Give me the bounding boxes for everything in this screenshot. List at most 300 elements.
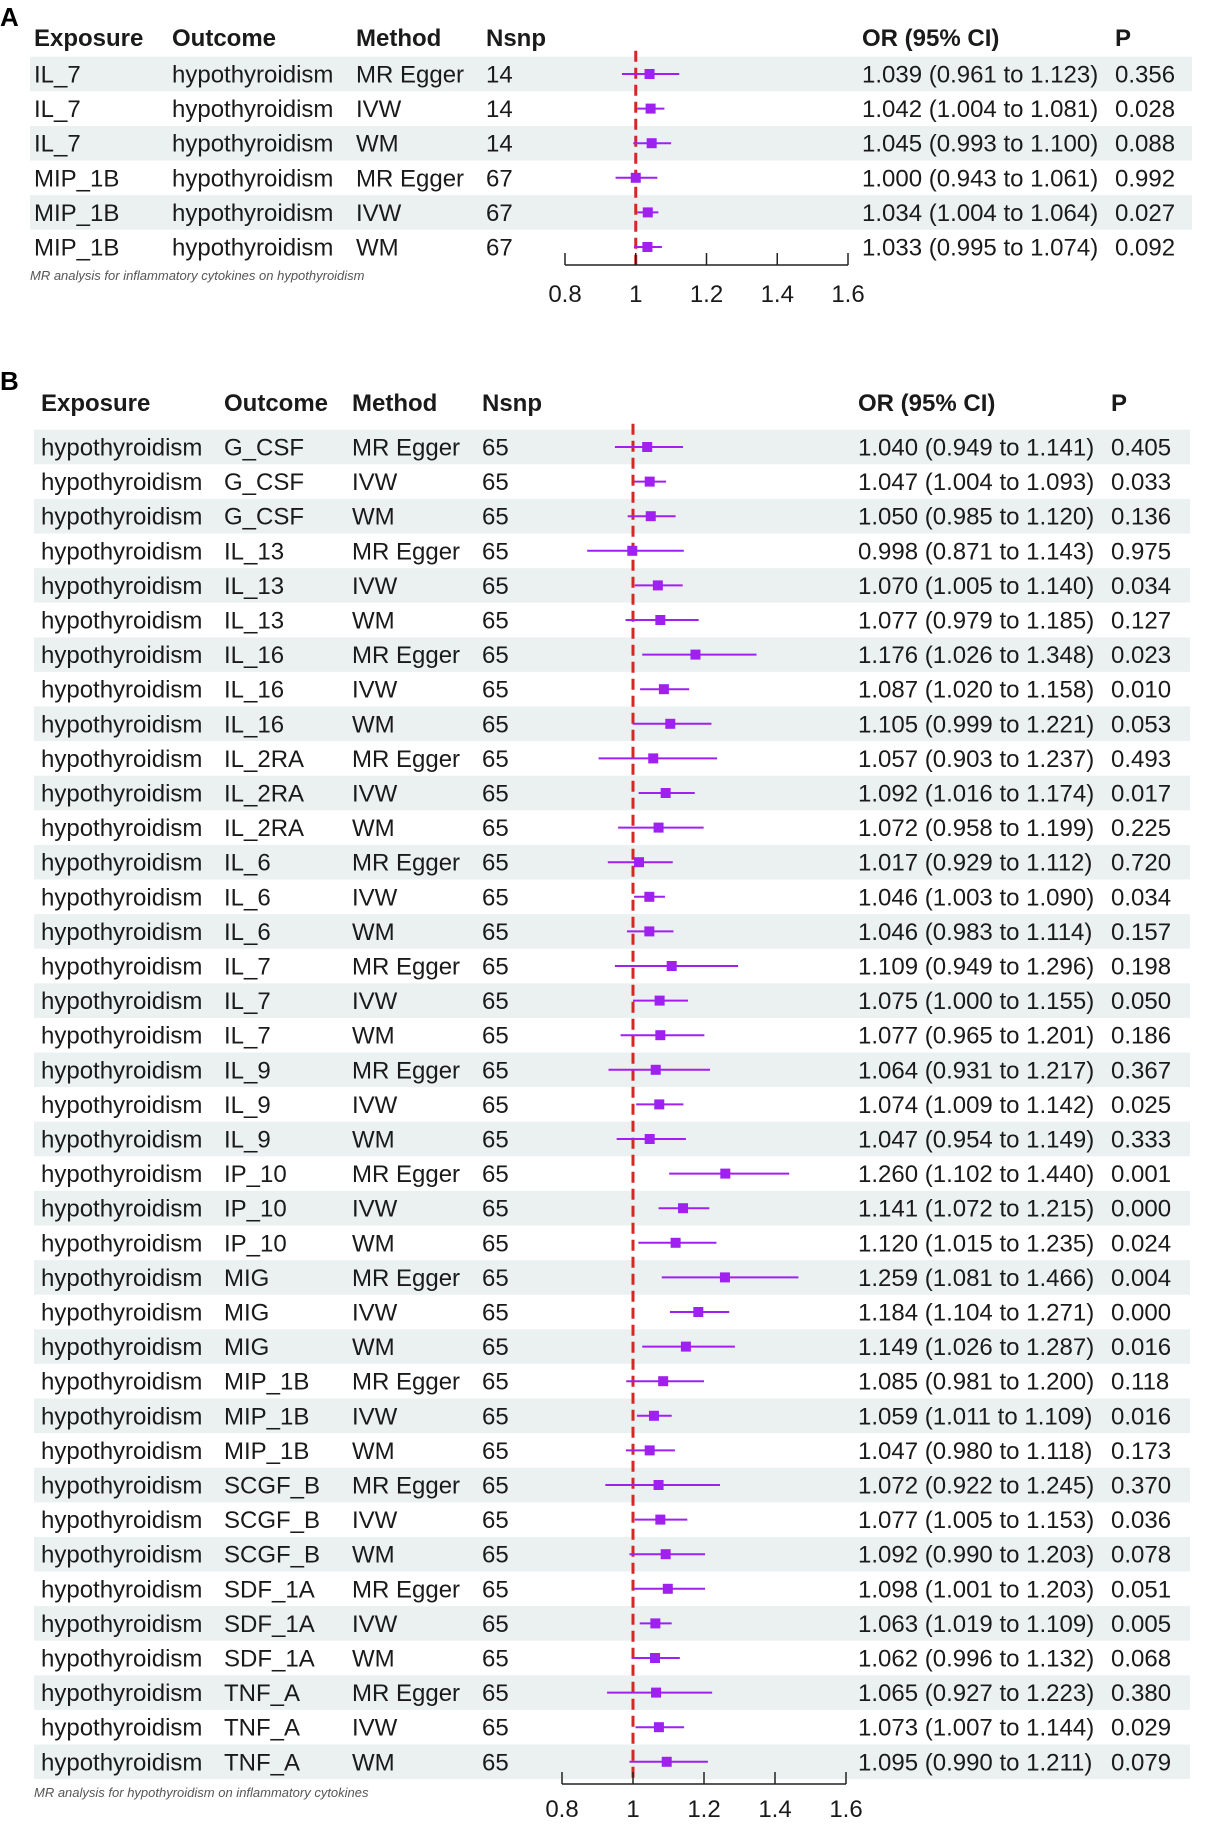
column-header: Nsnp xyxy=(482,390,542,417)
point-estimate xyxy=(671,1238,681,1248)
outcome-cell: G_CSF xyxy=(224,469,305,497)
outcome-cell: IL_13 xyxy=(224,572,285,600)
outcome-cell: MIP_1B xyxy=(224,1403,310,1431)
panel-label: B xyxy=(0,366,19,396)
p-value-cell: 0.356 xyxy=(1115,61,1176,89)
outcome-cell: SDF_1A xyxy=(224,1610,315,1638)
or-ci-cell: 1.039 (0.961 to 1.123) xyxy=(862,61,1099,89)
outcome-cell: IL_2RA xyxy=(224,745,305,773)
exposure-cell: hypothyroidism xyxy=(41,1749,203,1777)
or-ci-cell: 1.149 (1.026 to 1.287) xyxy=(858,1334,1095,1362)
outcome-cell: hypothyroidism xyxy=(172,96,334,124)
method-cell: IVW xyxy=(352,1714,398,1742)
outcome-cell: SCGF_B xyxy=(224,1472,321,1500)
p-value-cell: 0.010 xyxy=(1111,676,1172,704)
nsnp-cell: 65 xyxy=(482,711,509,739)
exposure-cell: MIP_1B xyxy=(34,165,120,193)
nsnp-cell: 65 xyxy=(482,1749,509,1777)
nsnp-cell: 65 xyxy=(482,1472,509,1500)
method-cell: WM xyxy=(352,1334,395,1362)
method-cell: IVW xyxy=(352,1507,398,1535)
exposure-cell: MIP_1B xyxy=(34,199,120,227)
exposure-cell: hypothyroidism xyxy=(41,1091,203,1119)
exposure-cell: hypothyroidism xyxy=(41,1334,203,1362)
outcome-cell: G_CSF xyxy=(224,434,305,462)
exposure-cell: IL_7 xyxy=(34,96,81,124)
method-cell: MR Egger xyxy=(352,538,461,566)
nsnp-cell: 65 xyxy=(482,503,509,531)
p-value-cell: 0.173 xyxy=(1111,1437,1172,1465)
exposure-cell: hypothyroidism xyxy=(41,1645,203,1673)
nsnp-cell: 65 xyxy=(482,1437,509,1465)
exposure-cell: hypothyroidism xyxy=(41,780,203,808)
outcome-cell: G_CSF xyxy=(224,503,305,531)
method-cell: WM xyxy=(352,1022,395,1050)
or-ci-cell: 1.184 (1.104 to 1.271) xyxy=(858,1299,1095,1327)
outcome-cell: IL_6 xyxy=(224,849,271,877)
or-ci-cell: 1.033 (0.995 to 1.074) xyxy=(862,234,1099,262)
column-header: Exposure xyxy=(41,390,151,417)
point-estimate xyxy=(643,207,653,217)
or-ci-cell: 1.040 (0.949 to 1.141) xyxy=(858,434,1095,462)
nsnp-cell: 65 xyxy=(482,745,509,773)
method-cell: IVW xyxy=(356,96,402,124)
or-ci-cell: 1.042 (1.004 to 1.081) xyxy=(862,96,1099,124)
p-value-cell: 0.370 xyxy=(1111,1472,1172,1500)
nsnp-cell: 65 xyxy=(482,1368,509,1396)
exposure-cell: hypothyroidism xyxy=(41,1195,203,1223)
or-ci-cell: 1.065 (0.927 to 1.223) xyxy=(858,1680,1095,1708)
x-tick-label: 1 xyxy=(626,1796,640,1823)
p-value-cell: 0.034 xyxy=(1111,884,1172,912)
outcome-cell: IP_10 xyxy=(224,1161,287,1189)
point-estimate xyxy=(681,1342,691,1352)
or-ci-cell: 1.047 (0.980 to 1.118) xyxy=(858,1437,1093,1465)
point-estimate xyxy=(627,546,637,556)
point-estimate xyxy=(654,1480,664,1490)
outcome-cell: MIG xyxy=(224,1264,270,1292)
or-ci-cell: 1.062 (0.996 to 1.132) xyxy=(858,1645,1095,1673)
point-estimate xyxy=(720,1272,730,1282)
point-estimate xyxy=(661,1549,671,1559)
exposure-cell: hypothyroidism xyxy=(41,1472,203,1500)
point-estimate xyxy=(653,580,663,590)
column-header: P xyxy=(1111,390,1128,417)
outcome-cell: IL_16 xyxy=(224,642,285,670)
point-estimate xyxy=(655,1030,665,1040)
nsnp-cell: 65 xyxy=(482,676,509,704)
p-value-cell: 0.118 xyxy=(1111,1368,1170,1396)
exposure-cell: IL_7 xyxy=(34,61,81,89)
point-estimate xyxy=(655,1515,665,1525)
exposure-cell: hypothyroidism xyxy=(41,918,203,946)
exposure-cell: hypothyroidism xyxy=(41,711,203,739)
method-cell: IVW xyxy=(352,1195,398,1223)
exposure-cell: hypothyroidism xyxy=(41,1368,203,1396)
method-cell: WM xyxy=(352,1437,395,1465)
p-value-cell: 0.367 xyxy=(1111,1057,1172,1085)
p-value-cell: 0.992 xyxy=(1115,165,1176,193)
point-estimate xyxy=(631,173,641,183)
or-ci-cell: 1.050 (0.985 to 1.120) xyxy=(858,503,1095,531)
method-cell: WM xyxy=(352,1749,395,1777)
column-header: Method xyxy=(356,25,442,52)
nsnp-cell: 65 xyxy=(482,953,509,981)
or-ci-cell: 1.120 (1.015 to 1.235) xyxy=(858,1230,1095,1258)
or-ci-cell: 1.057 (0.903 to 1.237) xyxy=(858,745,1095,773)
exposure-cell: hypothyroidism xyxy=(41,1126,203,1154)
nsnp-cell: 65 xyxy=(482,469,509,497)
or-ci-cell: 1.070 (1.005 to 1.140) xyxy=(858,572,1095,600)
p-value-cell: 0.029 xyxy=(1111,1714,1172,1742)
method-cell: MR Egger xyxy=(352,434,461,462)
or-ci-cell: 1.064 (0.931 to 1.217) xyxy=(858,1057,1095,1085)
method-cell: WM xyxy=(352,815,395,843)
p-value-cell: 0.127 xyxy=(1111,607,1172,635)
exposure-cell: hypothyroidism xyxy=(41,1507,203,1535)
nsnp-cell: 65 xyxy=(482,1645,509,1673)
point-estimate xyxy=(655,996,665,1006)
nsnp-cell: 67 xyxy=(486,165,513,193)
point-estimate xyxy=(654,1099,664,1109)
method-cell: WM xyxy=(356,130,399,158)
p-value-cell: 0.092 xyxy=(1115,234,1176,262)
or-ci-cell: 1.095 (0.990 to 1.211) xyxy=(858,1749,1093,1777)
nsnp-cell: 65 xyxy=(482,1091,509,1119)
outcome-cell: IL_16 xyxy=(224,676,285,704)
or-ci-cell: 1.072 (0.958 to 1.199) xyxy=(858,815,1095,843)
method-cell: IVW xyxy=(352,1610,398,1638)
nsnp-cell: 65 xyxy=(482,1264,509,1292)
point-estimate xyxy=(662,1757,672,1767)
exposure-cell: hypothyroidism xyxy=(41,1714,203,1742)
or-ci-cell: 1.073 (1.007 to 1.144) xyxy=(858,1714,1095,1742)
p-value-cell: 0.157 xyxy=(1111,918,1172,946)
p-value-cell: 0.028 xyxy=(1115,96,1176,124)
point-estimate xyxy=(720,1169,730,1179)
or-ci-cell: 1.034 (1.004 to 1.064) xyxy=(862,199,1099,227)
nsnp-cell: 65 xyxy=(482,918,509,946)
or-ci-cell: 1.141 (1.072 to 1.215) xyxy=(858,1195,1095,1223)
or-ci-cell: 1.176 (1.026 to 1.348) xyxy=(858,642,1095,670)
x-tick-label: 1.6 xyxy=(829,1796,863,1823)
method-cell: MR Egger xyxy=(352,1264,461,1292)
x-tick-label: 1.6 xyxy=(831,281,865,308)
outcome-cell: TNF_A xyxy=(224,1749,301,1777)
point-estimate xyxy=(659,684,669,694)
point-estimate xyxy=(647,138,657,148)
method-cell: MR Egger xyxy=(352,953,461,981)
nsnp-cell: 65 xyxy=(482,572,509,600)
p-value-cell: 0.023 xyxy=(1111,642,1172,670)
or-ci-cell: 1.109 (0.949 to 1.296) xyxy=(858,953,1095,981)
method-cell: WM xyxy=(352,711,395,739)
or-ci-cell: 1.105 (0.999 to 1.221) xyxy=(858,711,1095,739)
nsnp-cell: 65 xyxy=(482,538,509,566)
exposure-cell: hypothyroidism xyxy=(41,434,203,462)
outcome-cell: MIP_1B xyxy=(224,1437,310,1465)
nsnp-cell: 65 xyxy=(482,1680,509,1708)
outcome-cell: hypothyroidism xyxy=(172,61,334,89)
nsnp-cell: 65 xyxy=(482,1610,509,1638)
nsnp-cell: 65 xyxy=(482,1161,509,1189)
x-tick-label: 0.8 xyxy=(548,281,582,308)
point-estimate xyxy=(646,104,656,114)
exposure-cell: hypothyroidism xyxy=(41,1022,203,1050)
outcome-cell: IL_13 xyxy=(224,607,285,635)
or-ci-cell: 1.017 (0.929 to 1.112) xyxy=(858,849,1093,877)
outcome-cell: IL_7 xyxy=(224,988,271,1016)
nsnp-cell: 65 xyxy=(482,1576,509,1604)
point-estimate xyxy=(658,1376,668,1386)
method-cell: WM xyxy=(352,503,395,531)
or-ci-cell: 1.075 (1.000 to 1.155) xyxy=(858,988,1095,1016)
nsnp-cell: 65 xyxy=(482,607,509,635)
method-cell: IVW xyxy=(352,1403,398,1431)
p-value-cell: 0.186 xyxy=(1111,1022,1172,1050)
point-estimate xyxy=(654,1722,664,1732)
column-header: Outcome xyxy=(172,25,277,52)
outcome-cell: SDF_1A xyxy=(224,1645,315,1673)
nsnp-cell: 65 xyxy=(482,1126,509,1154)
p-value-cell: 0.975 xyxy=(1111,538,1172,566)
outcome-cell: MIP_1B xyxy=(224,1368,310,1396)
p-value-cell: 0.405 xyxy=(1111,434,1172,462)
p-value-cell: 0.088 xyxy=(1115,130,1176,158)
method-cell: MR Egger xyxy=(352,1576,461,1604)
outcome-cell: SDF_1A xyxy=(224,1576,315,1604)
method-cell: IVW xyxy=(352,469,398,497)
or-ci-cell: 0.998 (0.871 to 1.143) xyxy=(858,538,1095,566)
exposure-cell: hypothyroidism xyxy=(41,1299,203,1327)
panel-label: A xyxy=(0,2,19,32)
x-tick-label: 1 xyxy=(629,281,643,308)
p-value-cell: 0.078 xyxy=(1111,1541,1172,1569)
point-estimate xyxy=(667,961,677,971)
method-cell: IVW xyxy=(352,1299,398,1327)
nsnp-cell: 65 xyxy=(482,1714,509,1742)
or-ci-cell: 1.047 (1.004 to 1.093) xyxy=(858,469,1095,497)
exposure-cell: hypothyroidism xyxy=(41,469,203,497)
x-tick-label: 1.2 xyxy=(689,281,724,308)
outcome-cell: hypothyroidism xyxy=(172,130,334,158)
or-ci-cell: 1.074 (1.009 to 1.142) xyxy=(858,1091,1095,1119)
method-cell: WM xyxy=(356,234,399,262)
nsnp-cell: 65 xyxy=(482,988,509,1016)
p-value-cell: 0.051 xyxy=(1111,1576,1172,1604)
method-cell: MR Egger xyxy=(352,1472,461,1500)
p-value-cell: 0.036 xyxy=(1111,1507,1172,1535)
outcome-cell: SCGF_B xyxy=(224,1541,321,1569)
column-header: P xyxy=(1115,25,1132,52)
outcome-cell: TNF_A xyxy=(224,1714,301,1742)
or-ci-cell: 1.077 (0.979 to 1.185) xyxy=(858,607,1095,635)
or-ci-cell: 1.072 (0.922 to 1.245) xyxy=(858,1472,1095,1500)
method-cell: IVW xyxy=(352,676,398,704)
column-header: Outcome xyxy=(224,390,329,417)
or-ci-cell: 1.259 (1.081 to 1.466) xyxy=(858,1264,1095,1292)
p-value-cell: 0.000 xyxy=(1111,1195,1172,1223)
point-estimate xyxy=(645,1445,655,1455)
outcome-cell: MIG xyxy=(224,1334,270,1362)
method-cell: MR Egger xyxy=(352,1057,461,1085)
outcome-cell: IL_7 xyxy=(224,953,271,981)
point-estimate xyxy=(644,926,654,936)
exposure-cell: hypothyroidism xyxy=(41,1437,203,1465)
p-value-cell: 0.024 xyxy=(1111,1230,1172,1258)
exposure-cell: hypothyroidism xyxy=(41,1230,203,1258)
method-cell: MR Egger xyxy=(352,1680,461,1708)
outcome-cell: IL_9 xyxy=(224,1057,271,1085)
exposure-cell: MIP_1B xyxy=(34,234,120,262)
nsnp-cell: 67 xyxy=(486,199,513,227)
p-value-cell: 0.017 xyxy=(1111,780,1172,808)
p-value-cell: 0.493 xyxy=(1111,745,1172,773)
column-header: Method xyxy=(352,390,438,417)
outcome-cell: IL_9 xyxy=(224,1091,271,1119)
nsnp-cell: 65 xyxy=(482,815,509,843)
point-estimate xyxy=(642,242,652,252)
panel-b xyxy=(0,366,1190,1823)
exposure-cell: hypothyroidism xyxy=(41,642,203,670)
p-value-cell: 0.068 xyxy=(1111,1645,1172,1673)
p-value-cell: 0.720 xyxy=(1111,849,1172,877)
nsnp-cell: 65 xyxy=(482,1022,509,1050)
point-estimate xyxy=(690,650,700,660)
or-ci-cell: 1.046 (1.003 to 1.090) xyxy=(858,884,1095,912)
point-estimate xyxy=(663,1584,673,1594)
point-estimate xyxy=(654,823,664,833)
method-cell: IVW xyxy=(356,199,402,227)
p-value-cell: 0.001 xyxy=(1111,1161,1172,1189)
x-tick-label: 1.2 xyxy=(687,1796,721,1823)
or-ci-cell: 1.059 (1.011 to 1.109) xyxy=(858,1403,1093,1431)
method-cell: MR Egger xyxy=(352,1161,461,1189)
outcome-cell: IL_13 xyxy=(224,538,285,566)
method-cell: MR Egger xyxy=(352,1368,461,1396)
x-tick-label: 1.4 xyxy=(760,281,794,308)
exposure-cell: hypothyroidism xyxy=(41,815,203,843)
panel-caption: MR analysis for hypothyroidism on inflammatory cytokines xyxy=(34,1785,369,1800)
outcome-cell: IL_2RA xyxy=(224,815,305,843)
method-cell: MR Egger xyxy=(352,642,461,670)
exposure-cell: hypothyroidism xyxy=(41,953,203,981)
or-ci-cell: 1.092 (0.990 to 1.203) xyxy=(858,1541,1095,1569)
or-ci-cell: 1.000 (0.943 to 1.061) xyxy=(862,165,1099,193)
x-tick-label: 1.4 xyxy=(758,1796,792,1823)
nsnp-cell: 65 xyxy=(482,1230,509,1258)
exposure-cell: hypothyroidism xyxy=(41,1161,203,1189)
or-ci-cell: 1.046 (0.983 to 1.114) xyxy=(858,918,1093,946)
or-ci-cell: 1.047 (0.954 to 1.149) xyxy=(858,1126,1095,1154)
method-cell: WM xyxy=(352,918,395,946)
exposure-cell: hypothyroidism xyxy=(41,1576,203,1604)
point-estimate xyxy=(651,1688,661,1698)
method-cell: WM xyxy=(352,1126,395,1154)
method-cell: WM xyxy=(352,1541,395,1569)
point-estimate xyxy=(678,1203,688,1213)
exposure-cell: hypothyroidism xyxy=(41,503,203,531)
p-value-cell: 0.016 xyxy=(1111,1334,1172,1362)
nsnp-cell: 14 xyxy=(486,96,513,124)
nsnp-cell: 65 xyxy=(482,1541,509,1569)
p-value-cell: 0.053 xyxy=(1111,711,1172,739)
method-cell: IVW xyxy=(352,884,398,912)
outcome-cell: hypothyroidism xyxy=(172,234,334,262)
p-value-cell: 0.004 xyxy=(1111,1264,1172,1292)
or-ci-cell: 1.063 (1.019 to 1.109) xyxy=(858,1610,1095,1638)
nsnp-cell: 67 xyxy=(486,234,513,262)
exposure-cell: hypothyroidism xyxy=(41,538,203,566)
p-value-cell: 0.034 xyxy=(1111,572,1172,600)
column-header: OR (95% CI) xyxy=(862,25,1000,52)
nsnp-cell: 65 xyxy=(482,1299,509,1327)
exposure-cell: hypothyroidism xyxy=(41,1264,203,1292)
method-cell: IVW xyxy=(352,780,398,808)
point-estimate xyxy=(649,1411,659,1421)
point-estimate xyxy=(646,511,656,521)
point-estimate xyxy=(645,1134,655,1144)
exposure-cell: hypothyroidism xyxy=(41,572,203,600)
exposure-cell: hypothyroidism xyxy=(41,849,203,877)
p-value-cell: 0.000 xyxy=(1111,1299,1172,1327)
or-ci-cell: 1.098 (1.001 to 1.203) xyxy=(858,1576,1095,1604)
exposure-cell: hypothyroidism xyxy=(41,1403,203,1431)
point-estimate xyxy=(693,1307,703,1317)
method-cell: MR Egger xyxy=(356,165,465,193)
outcome-cell: IL_2RA xyxy=(224,780,305,808)
p-value-cell: 0.333 xyxy=(1111,1126,1172,1154)
or-ci-cell: 1.092 (1.016 to 1.174) xyxy=(858,780,1095,808)
point-estimate xyxy=(650,1618,660,1628)
exposure-cell: hypothyroidism xyxy=(41,884,203,912)
exposure-cell: hypothyroidism xyxy=(41,1057,203,1085)
nsnp-cell: 65 xyxy=(482,1403,509,1431)
or-ci-cell: 1.045 (0.993 to 1.100) xyxy=(862,130,1099,158)
method-cell: IVW xyxy=(352,1091,398,1119)
point-estimate xyxy=(645,69,655,79)
panel-a xyxy=(0,2,1192,308)
exposure-cell: hypothyroidism xyxy=(41,1680,203,1708)
outcome-cell: MIG xyxy=(224,1299,270,1327)
nsnp-cell: 14 xyxy=(486,130,513,158)
method-cell: IVW xyxy=(352,572,398,600)
exposure-cell: hypothyroidism xyxy=(41,1541,203,1569)
p-value-cell: 0.225 xyxy=(1111,815,1172,843)
column-header: Exposure xyxy=(34,25,144,52)
method-cell: MR Egger xyxy=(356,61,465,89)
nsnp-cell: 65 xyxy=(482,1195,509,1223)
nsnp-cell: 65 xyxy=(482,780,509,808)
point-estimate xyxy=(642,442,652,452)
or-ci-cell: 1.087 (1.020 to 1.158) xyxy=(858,676,1095,704)
p-value-cell: 0.079 xyxy=(1111,1749,1172,1777)
exposure-cell: hypothyroidism xyxy=(41,676,203,704)
or-ci-cell: 1.077 (1.005 to 1.153) xyxy=(858,1507,1095,1535)
point-estimate xyxy=(651,1065,661,1075)
point-estimate xyxy=(655,615,665,625)
p-value-cell: 0.027 xyxy=(1115,199,1176,227)
outcome-cell: hypothyroidism xyxy=(172,165,334,193)
p-value-cell: 0.005 xyxy=(1111,1610,1172,1638)
outcome-cell: TNF_A xyxy=(224,1680,301,1708)
p-value-cell: 0.136 xyxy=(1111,503,1172,531)
nsnp-cell: 65 xyxy=(482,1334,509,1362)
method-cell: IVW xyxy=(352,988,398,1016)
outcome-cell: hypothyroidism xyxy=(172,199,334,227)
exposure-cell: IL_7 xyxy=(34,130,81,158)
nsnp-cell: 65 xyxy=(482,1057,509,1085)
